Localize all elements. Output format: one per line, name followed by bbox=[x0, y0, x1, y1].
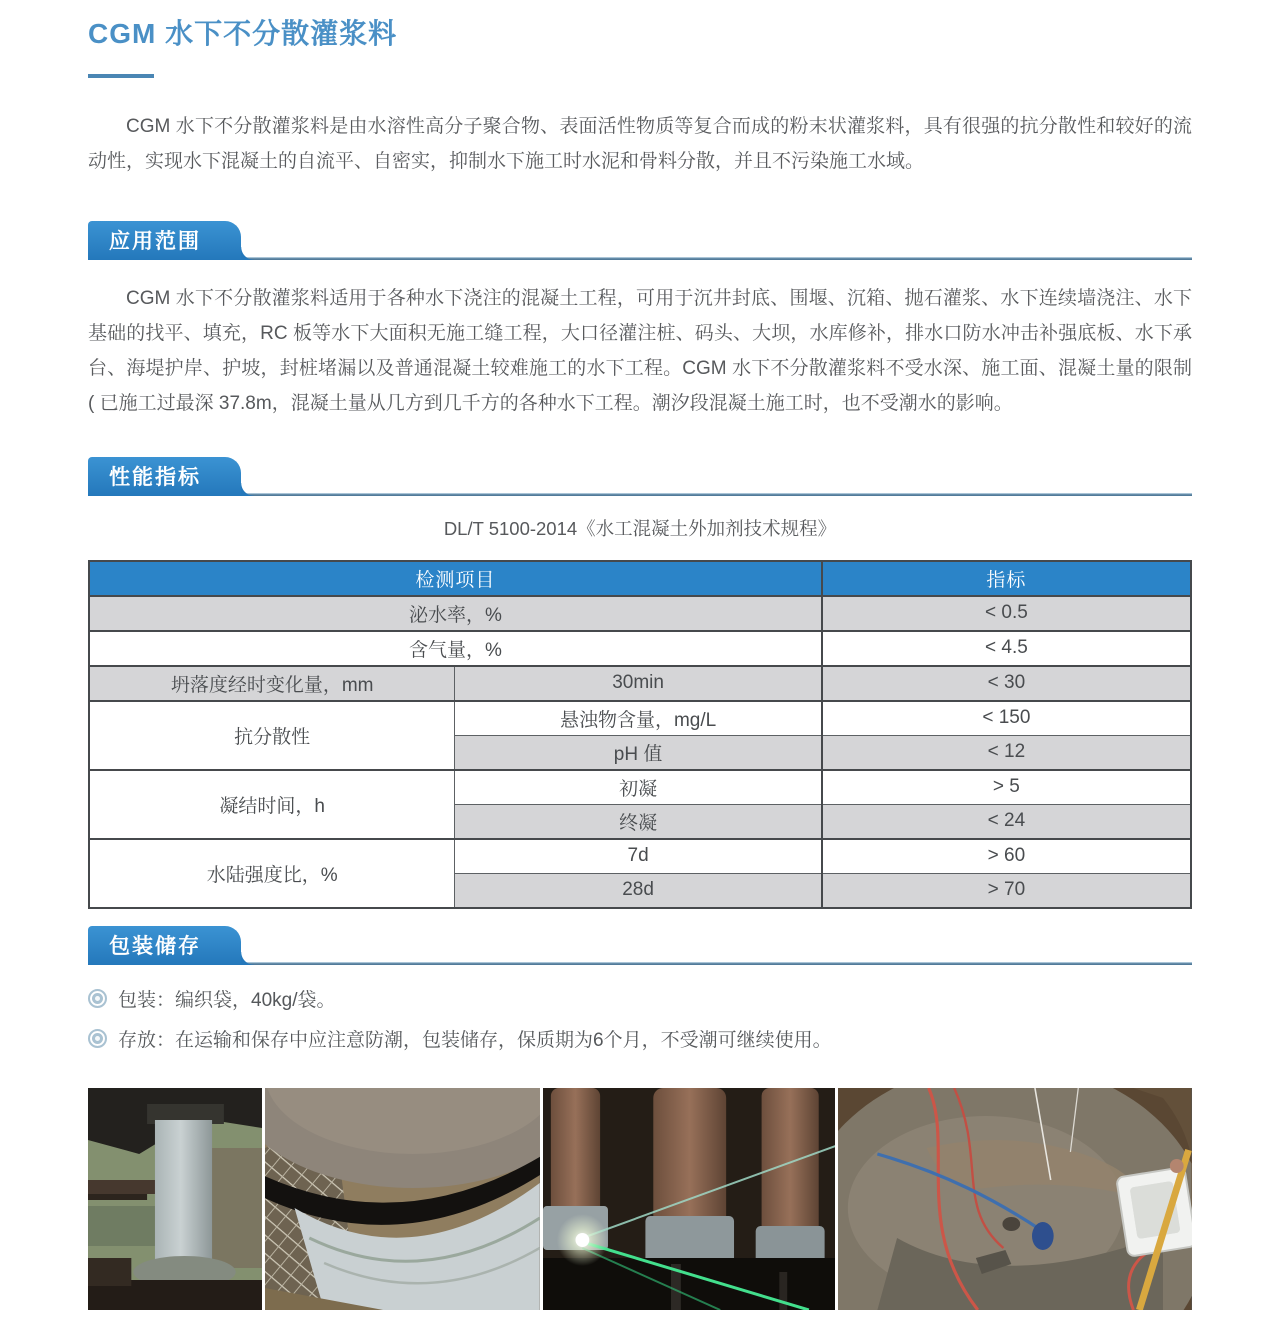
pile-cap-closeup-photo bbox=[265, 1088, 540, 1310]
intro-paragraph: CGM 水下不分散灌浆料是由水溶性高分子聚合物、表面活性物质等复合而成的粉末状灌浆料，具有很强的抗分散性和较好的流动性，实现水下混凝土的自流平、自密实，抑制水下施工时水泥和骨料分散，并且不污染施工水域。 bbox=[88, 116, 1192, 172]
sub-item-cell: 28d bbox=[455, 873, 822, 908]
item-cell: 抗分散性 bbox=[89, 701, 455, 770]
section-header-performance bbox=[88, 462, 1192, 496]
double-ring-icon bbox=[88, 1029, 107, 1048]
sub-item-cell: 悬浊物含量，mg/L bbox=[455, 701, 822, 736]
value-cell: < 0.5 bbox=[822, 596, 1191, 631]
sub-item-cell: 30min bbox=[455, 666, 822, 701]
item-cell: 泌水率，% bbox=[89, 596, 822, 631]
table-row bbox=[89, 770, 1191, 805]
packaging-bullets bbox=[88, 985, 1192, 1052]
section-tab-application: 应用范围 bbox=[88, 221, 241, 260]
item-cell: 凝结时间，h bbox=[89, 770, 455, 839]
sub-item-cell: pH 值 bbox=[455, 735, 822, 770]
double-ring-icon bbox=[88, 989, 107, 1008]
page-title: CGM 水下不分散灌浆料 bbox=[88, 18, 398, 49]
list-item bbox=[88, 985, 1192, 1012]
section-tab-performance: 性能指标 bbox=[88, 457, 241, 496]
table-row bbox=[89, 596, 1191, 631]
table-row bbox=[89, 666, 1191, 701]
value-cell: < 150 bbox=[822, 701, 1191, 736]
bullet-text: 包装：编织袋，40kg/袋。 bbox=[118, 989, 336, 1011]
table-row bbox=[89, 701, 1191, 736]
bullet-text: 存放：在运输和保存中应注意防潮，包装储存，保质期为6个月，不受潮可继续使用。 bbox=[118, 1029, 832, 1051]
value-cell: < 24 bbox=[822, 804, 1191, 839]
list-item bbox=[88, 1025, 1192, 1052]
item-cell: 坍落度经时变化量，mm bbox=[89, 666, 455, 701]
performance-table bbox=[88, 560, 1192, 909]
column-header-item: 检测项目 bbox=[89, 561, 822, 596]
title-underline bbox=[88, 74, 154, 78]
section-header-packaging bbox=[88, 931, 1192, 965]
section-tab-packaging: 包装储存 bbox=[88, 926, 241, 965]
sub-item-cell: 7d bbox=[455, 839, 822, 874]
table-header-row bbox=[89, 561, 1191, 596]
value-cell: < 4.5 bbox=[822, 631, 1191, 666]
caisson-mud-pit-photo bbox=[838, 1088, 1192, 1310]
photo-strip bbox=[88, 1088, 1192, 1310]
section-header-application bbox=[88, 226, 1192, 260]
value-cell: < 30 bbox=[822, 666, 1191, 701]
sub-item-cell: 初凝 bbox=[455, 770, 822, 805]
item-cell: 含气量，% bbox=[89, 631, 822, 666]
column-header-index: 指标 bbox=[822, 561, 1191, 596]
table-row bbox=[89, 631, 1191, 666]
item-cell: 水陆强度比，% bbox=[89, 839, 455, 908]
value-cell: < 12 bbox=[822, 735, 1191, 770]
value-cell: > 70 bbox=[822, 873, 1191, 908]
value-cell: > 60 bbox=[822, 839, 1191, 874]
value-cell: > 5 bbox=[822, 770, 1191, 805]
table-row bbox=[89, 839, 1191, 874]
page bbox=[88, 0, 1192, 1310]
sub-item-cell: 终凝 bbox=[455, 804, 822, 839]
application-paragraph: CGM 水下不分散灌浆料适用于各种水下浇注的混凝土工程，可用于沉井封底、围堰、沉箱、抛石灌浆、水下连续墙浇注、水下基础的找平、填充，RC 板等水下大面积无施工缝工程，大口径灌注桩、码头、大坝，水库修补，排水口防水冲击补强底板、水下承台、海堤护岸、护坡，封桩堵漏以及普通混凝土较难施工的水下工程。CGM 水下不分散灌浆料不受水深、施工面、混凝土量的限制 ( 已施工过最深 37.8m，混凝土量从几方到几千方的各种水下工程。潮汐段混凝土施工时，也不受潮水的影响。 bbox=[88, 287, 1192, 414]
standard-caption: DL/T 5100-2014《水工混凝土外加剂技术规程》 bbox=[443, 517, 837, 539]
underwater-pier-column-photo bbox=[88, 1088, 262, 1310]
night-piers-green-laser-photo bbox=[543, 1088, 835, 1310]
